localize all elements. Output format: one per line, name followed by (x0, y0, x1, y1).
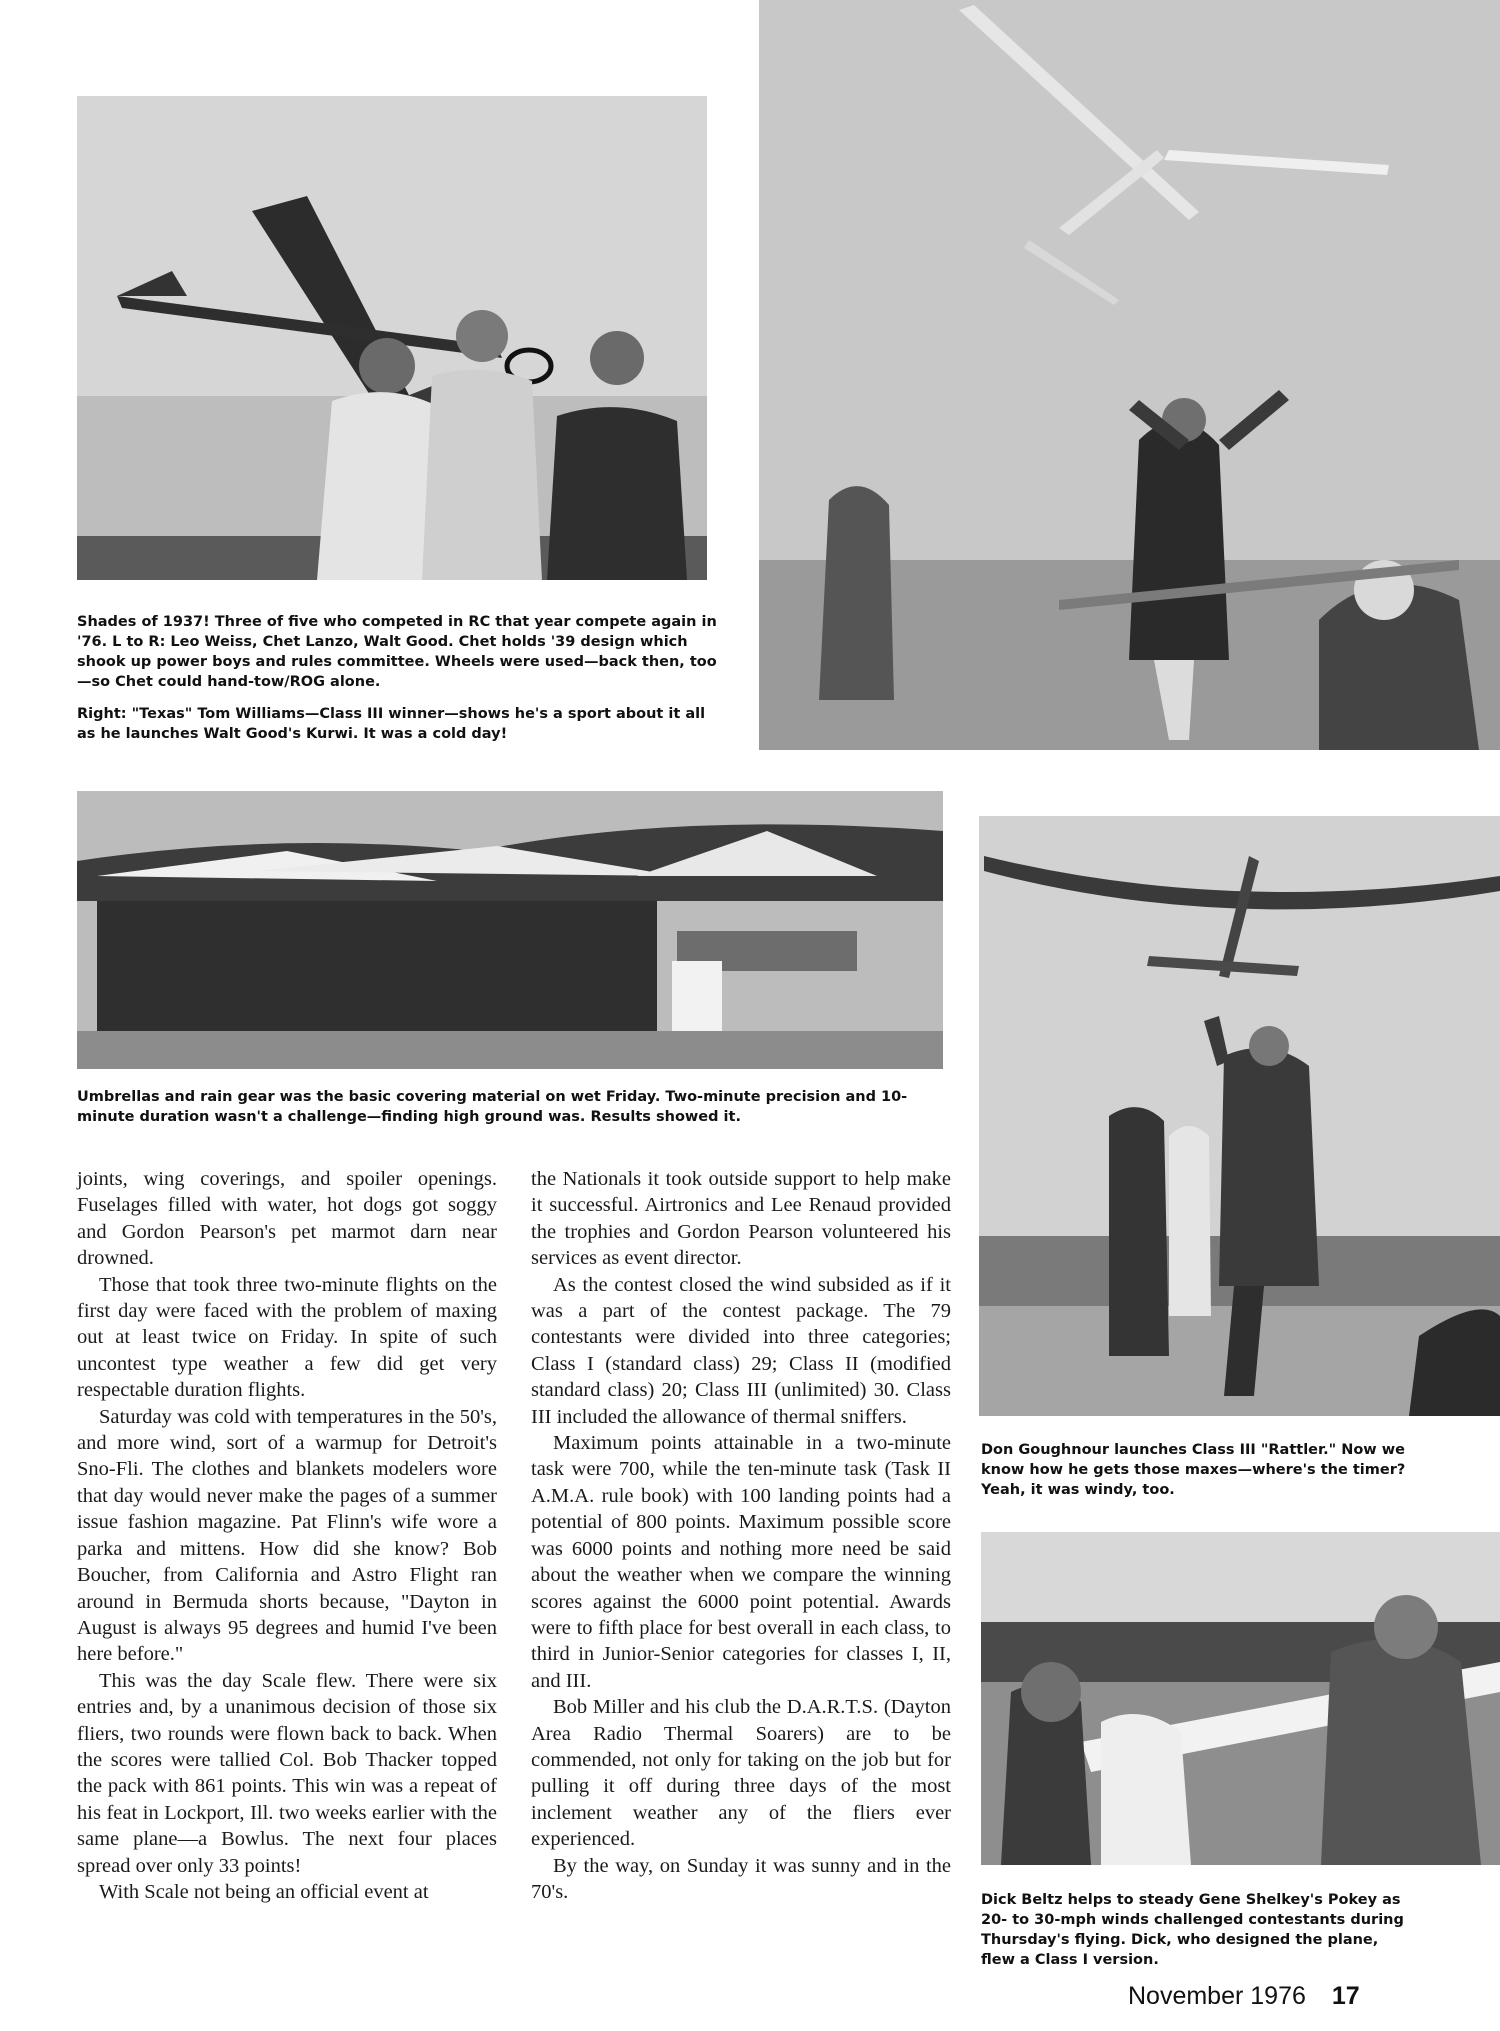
article-col2-para-5: By the way, on Sunday it was sunny and in the 70's. (531, 1854, 951, 1903)
caption-weiss-lanzo-good (77, 612, 717, 744)
photo-weiss-lanzo-good (77, 96, 707, 580)
photo-weiss-lanzo-good-image (77, 96, 707, 580)
article-col1-para-4: This was the day Scale flew. There were six entries and, by a unanimous decision of those six fliers, two rounds were flown back to back. When the scores were tallied Col. Bob Thacker topped the pack with 861 points. This win was a repeat of his feat in Lockport, Ill. two weeks earlier with the same plane—a Bowlus. The next four places spread over only 33 points! (77, 1669, 497, 1877)
photo-goughnour-launch-image (979, 816, 1500, 1416)
caption-beltz: Dick Beltz helps to steady Gene Shelkey's Pokey as 20- to 30-mph winds challenged contestants during Thursday's flying. Dick, who designed the plane, flew a Class I version. (981, 1892, 1404, 1968)
page-number: 17 (1331, 1982, 1360, 2010)
article-col2-para-2: As the contest closed the wind subsided as if it was a part of the contest package. The 79 contestants were divided into three categories; Class I (standard class) 29; Class II (modified standard class) 20; Class III (unlimited) 30. Class III included the allowance of thermal sniffers. (531, 1273, 951, 1428)
article-col1-para-1: joints, wing coverings, and spoiler openings. Fuselages filled with water, hot dogs got soggy and Gordon Pearson's pet marmot darn near drowned. (77, 1168, 497, 1270)
article-column-2 (531, 1166, 951, 1905)
article-column-1 (77, 1166, 497, 1905)
caption-texas-tom-williams: Right: "Texas" Tom Williams—Class III winner—shows he's a sport about it all as he launches Walt Good's Kurwi. It was a cold day! (77, 706, 706, 742)
article-col2-para-4: Bob Miller and his club the D.A.R.T.S. (Dayton Area Radio Thermal Soarers) are to be commended, not only for taking on the job but for pulling it off during three days of the most inclement weather any of the fliers ever experienced. (531, 1696, 951, 1851)
caption-shades-of-1937: Shades of 1937! Three of five who competed in RC that year compete again in '76. L to R: Leo Weiss, Chet Lanzo, Walt Good. Chet holds '39 design which shook up power boys and rules committee. Wheels were used—back then, too—so Chet could hand-tow/ROG alone. (77, 614, 717, 690)
caption-umbrellas: Umbrellas and rain gear was the basic covering material on wet Friday. Two-minute precision and 10-minute duration wasn't a challenge—finding high ground was. Results showed it. (77, 1089, 908, 1125)
photo-beltz-shelkey (981, 1532, 1500, 1865)
photo-goughnour-launch (979, 816, 1500, 1416)
photo-umbrellas-image (77, 791, 943, 1069)
photo-williams-launch (759, 0, 1500, 750)
article-col1-para-2: Those that took three two-minute flights on the first day were faced with the problem of maxing out at least twice on Friday. In spite of such uncontest type weather a few did get very respectable duration flights. (77, 1273, 497, 1402)
photo-umbrellas (77, 791, 943, 1069)
article-col1-para-5: With Scale not being an official event at (99, 1880, 429, 1903)
photo-beltz-shelkey-image (981, 1532, 1500, 1865)
issue-date: November 1976 (1128, 1982, 1306, 2010)
article-col2-para-1: the Nationals it took outside support to help make it successful. Airtronics and Lee Renaud provided the trophies and Gordon Pearson volunteered his services as event director. (531, 1168, 951, 1270)
page-footer (1128, 1982, 1360, 2011)
article-col2-para-3: Maximum points attainable in a two-minute task were 700, while the ten-minute task (Task II A.M.A. rule book) with 100 landing points had a potential of 800 points. Maximum possible score was 6000 points and nothing more need be said about the weather when we compare the winning scores against the 6000 point potential. Awards were to fifth place for best overall in each class, to third in Junior-Senior categories for classes I, II, and III. (531, 1432, 951, 1692)
photo-williams-launch-image (759, 0, 1500, 750)
caption-goughnour: Don Goughnour launches Class III "Rattler." Now we know how he gets those maxes—where's the timer? Yeah, it was windy, too. (981, 1442, 1406, 1498)
article-col1-para-3: Saturday was cold with temperatures in the 50's, and more wind, sort of a warmup for Detroit's Sno-Fli. The clothes and blankets modelers wore that day would never make the pages of a summer issue fashion magazine. Pat Flinn's wife wore a parka and mittens. How did she know? Bob Boucher, from California and Astro Flight ran around in Bermuda shorts because, "Dayton in August is always 95 degrees and humid I've been here before." (77, 1405, 497, 1666)
